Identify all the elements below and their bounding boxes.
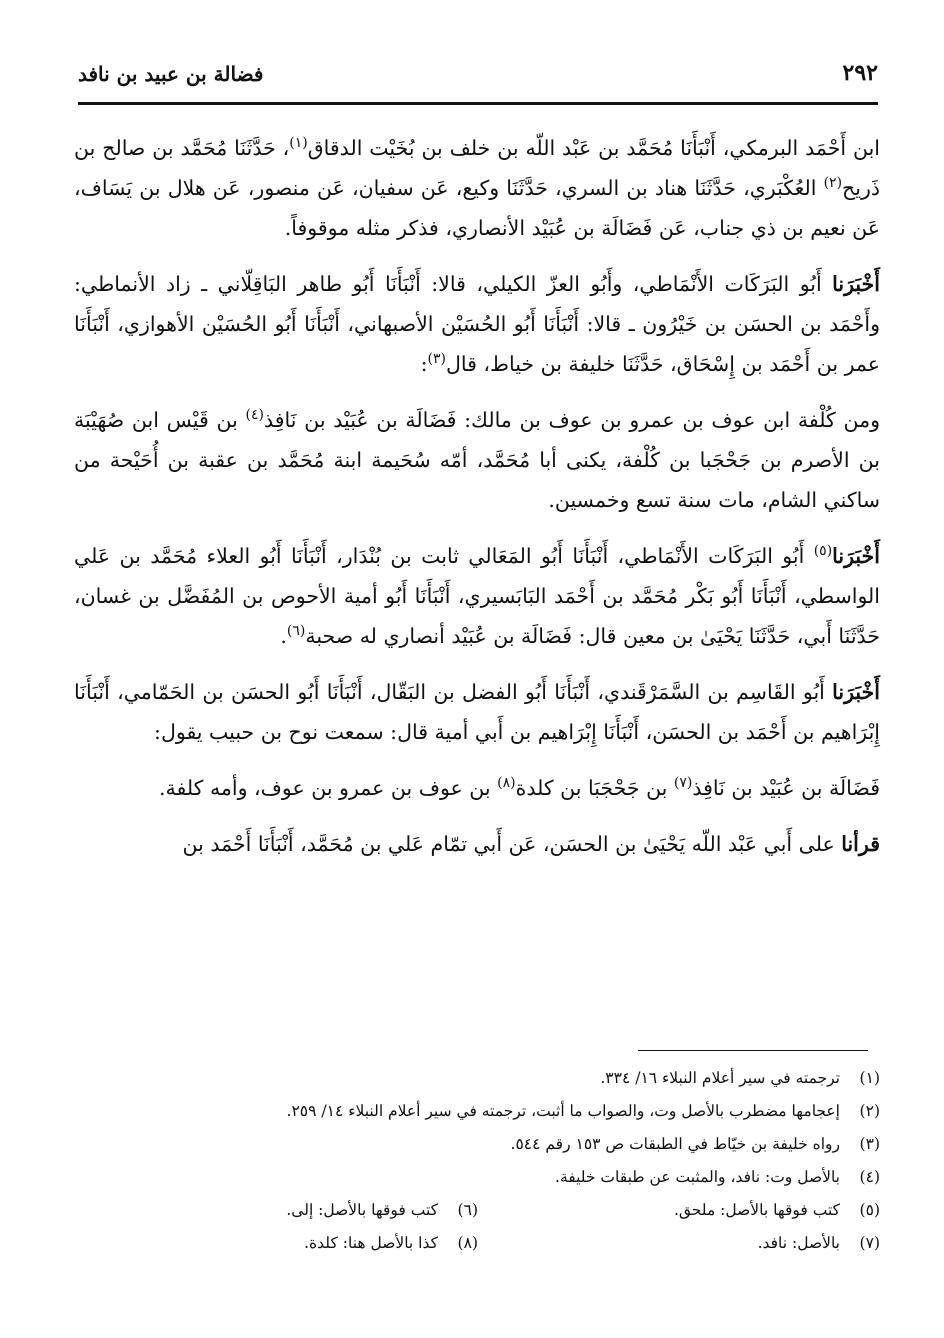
- footnote-pair-row: [76, 1194, 880, 1227]
- text-run: ومن كُلْفة ابن عوف بن عمرو بن عوف بن مالك: فَضَالَة بن عُبَيْد بن نَافِذ: [264, 408, 880, 432]
- footnote-text: رواه خليفة بن خيّاط في الطبقات ص ١٥٣ رقم ٥٤٤.: [510, 1135, 840, 1153]
- text-run: بن جَحْجَبَا بن كلدة: [515, 776, 674, 800]
- footnote-number: (٧): [859, 1234, 880, 1252]
- text-run: ابن أَحْمَد البرمكي، أَنْبَأَنَا مُحَمَّد بن عَبْد اللّه بن خلف بن بُخَيْت الدقاق: [307, 136, 880, 160]
- paragraph-lead-word: قرأنا: [841, 832, 880, 856]
- footnote-reference[interactable]: (٧): [673, 775, 693, 792]
- running-title: فضالة بن عبيد بن نافد: [78, 62, 264, 86]
- text-run: أَبُو القَاسِم بن السَّمَرْقَندي، أَنْبَأَنَا أَبُو الفضل بن البَقّال، أَنْبَأَنَا أَبُو الحسَن بن الحَمّامي، أَنْبَأَنَا إِبْرَاهيم بن أَحْمَد بن الحسَن، أَنْبَأَنَا إِبْرَاهيم بن أَبي أمية قال: سمعت نوح بن حبيب يقول:: [74, 680, 880, 744]
- footnote: [478, 1227, 880, 1260]
- page-number: ٢٩٢: [842, 60, 878, 86]
- footnote-number: (١): [859, 1069, 880, 1087]
- main-text: [74, 128, 880, 880]
- footnote-number: (٨): [457, 1234, 478, 1252]
- footnote-text: كذا بالأصل هنا: كلدة.: [304, 1234, 438, 1252]
- footnote-text: ترجمته في سير أعلام النبلاء ١٦/ ٣٣٤.: [600, 1069, 840, 1087]
- footnote-number: (٢): [859, 1102, 880, 1120]
- footnote-pair-row: [76, 1227, 880, 1260]
- text-run: العُكْبَري، حَدَّثَنَا هناد بن السري، حَدَّثَنَا وكيع، عَن سفيان، عَن منصور، عَن هلال بن يَسَاف، عَن نعيم بن ذي جناب، عَن فَضَالَة بن عُبَيْد الأنصاري، فذكر مثله موقوفاً.: [74, 176, 880, 240]
- text-run: أَبُو البَرَكَات الأَنْمَاطي، وأَبُو العزّ الكيلي، قالا: أَنْبَأَنَا أَبُو طاهر البَاقِلّاني ـ زاد الأنماطي: وأَحْمَد بن الحسَن بن خَيْرُون ـ قالا: أَنْبَأَنَا أَبُو الحُسَيْن الأصبهاني، أَنْبَأَنَا أَبُو الحُسَيْن الأهوازي، أَنْبَأَنَا عمر بن أَحْمَد بن إِسْحَاق، حَدَّثَنَا خليفة بن خياط، قال: [74, 272, 880, 376]
- footnote-text: كتب فوقها بالأصل: ملحق.: [673, 1201, 840, 1219]
- text-run: بن قَيْس ابن صُهَيْبَة بن الأصرم بن جَحْجَبا بن كُلْفة، يكنى أبا مُحَمَّد، أمّه سُحَيمة ابنة مُحَمَّد بن عقبة بن أُحَيْحة من ساكني الشام، مات سنة تسع وخمسين.: [74, 408, 880, 512]
- footnote-rule: [638, 1050, 868, 1051]
- footnote-number: (٤): [859, 1168, 880, 1186]
- footnote-number: (٣): [859, 1135, 880, 1153]
- paragraph-lead-word: أَخْبَرَنا: [832, 272, 880, 296]
- footnote-number: (٥): [859, 1201, 880, 1219]
- text-run: بن عوف بن عمرو بن عوف، وأمه كلفة.: [159, 776, 498, 800]
- footnote-reference[interactable]: (٢): [823, 175, 843, 192]
- footnote: [76, 1194, 478, 1227]
- paragraph: [74, 672, 880, 752]
- paragraph: [74, 264, 880, 384]
- footnote-reference[interactable]: (١): [289, 135, 308, 152]
- text-run: ، حَدَّثَنَا مُحَمَّد بن صالح بن ذَريح: [74, 136, 880, 200]
- page-header: [78, 58, 878, 98]
- footnote-text: بالأصل: نافد.: [757, 1234, 840, 1252]
- text-run: .: [280, 624, 287, 648]
- footnote-text: بالأصل وت: نافد، والمثبت عن طبقات خليفة.: [555, 1168, 840, 1186]
- footnotes: [76, 1062, 880, 1260]
- paragraph: [74, 128, 880, 248]
- footnote-reference[interactable]: (٨): [497, 775, 516, 792]
- footnote: [76, 1062, 880, 1095]
- text-run: :: [420, 352, 428, 376]
- footnote: [76, 1161, 880, 1194]
- footnote: [478, 1194, 880, 1227]
- footnote-text: إعجامها مضطرب بالأصل وت، والصواب ما أثبت، ترجمته في سير أعلام النبلاء ١٤/ ٢٥٩.: [286, 1102, 840, 1120]
- paragraph-lead-word: أَخْبَرَنا: [832, 680, 880, 704]
- footnote: [76, 1227, 478, 1260]
- text-run: على أَبي عَبْد اللّه يَحْيَىٰ بن الحسَن، عَن أَبي تمّام عَلي بن مُحَمَّد، أَنْبَأَنَا أَحْمَد بن: [182, 832, 842, 856]
- paragraph: [74, 824, 880, 864]
- paragraph: [74, 768, 880, 808]
- text-run: أَبُو البَرَكَات الأَنْمَاطي، أَنْبَأَنَا أَبُو المَعَالي ثابت بن بُنْدَار، أَنْبَأَنَا أَبُو العلاء مُحَمَّد بن عَلي الواسطي، أَنْبَأَنَا أَبُو بَكْر مُحَمَّد بن أَحْمَد البَابَسيري، أَنْبَأَنَا أَبُو أمية الأحوص بن المُفَضَّل بن غسان، حَدَّثَنَا أَبي، حَدَّثَنَا يَحْيَىٰ بن معين قال: فَضَالَة بن عُبَيْد أنصاري له صحبة: [74, 544, 880, 648]
- paragraph-lead-word: أَخْبَرَنا: [832, 544, 880, 568]
- footnote-text: كتب فوقها بالأصل: إلى.: [286, 1201, 438, 1219]
- footnote-number: (٦): [457, 1201, 478, 1219]
- footnote-reference[interactable]: (٦): [286, 623, 306, 640]
- header-rule: [78, 102, 878, 105]
- footnote: [76, 1128, 880, 1161]
- paragraph: [74, 536, 880, 656]
- text-run: فَضَالَة بن عُبَيْد بن نَافِذ: [692, 776, 880, 800]
- footnote-reference[interactable]: (٣): [427, 351, 446, 368]
- footnote: [76, 1095, 880, 1128]
- footnote-reference[interactable]: (٤): [245, 407, 264, 424]
- paragraph: [74, 400, 880, 520]
- footnote-reference[interactable]: (٥): [813, 543, 833, 560]
